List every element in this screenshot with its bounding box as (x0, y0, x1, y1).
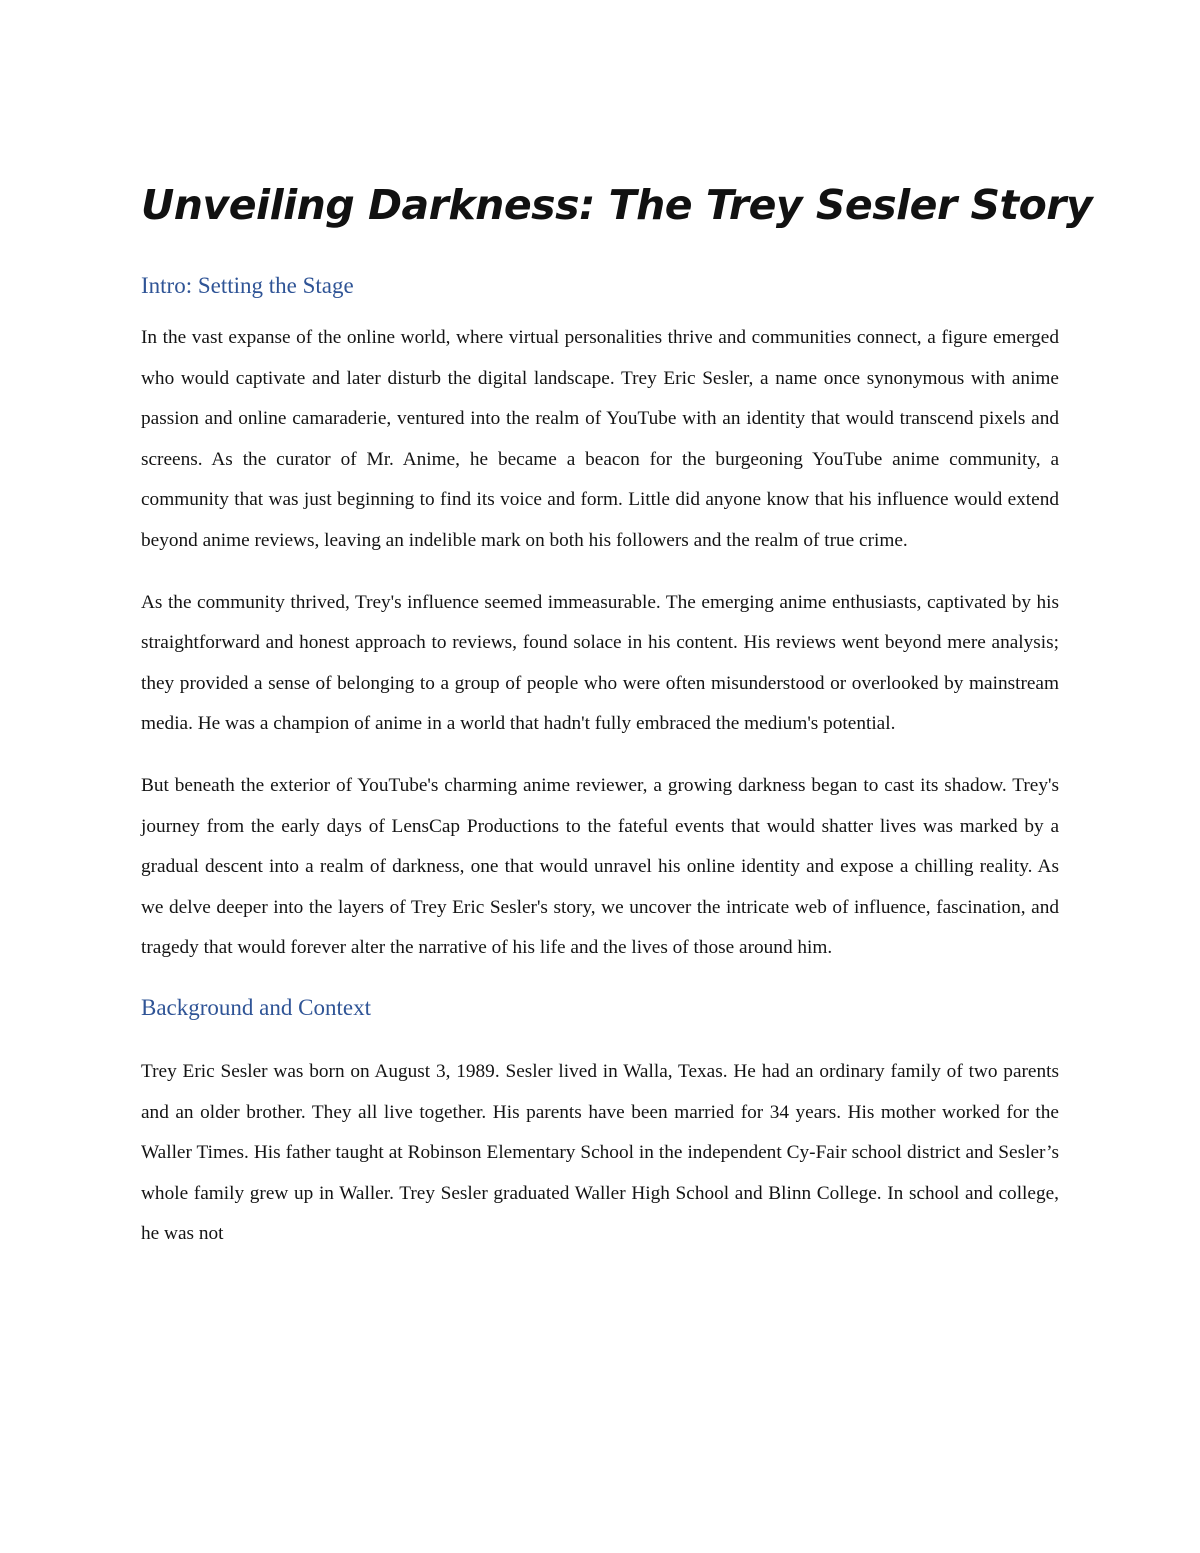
document-body (141, 172, 1093, 1276)
intro-paragraph-3: But beneath the exterior of YouTube's charming anime reviewer, a growing darkness began to cast its shadow. Trey's journey from the early days of LensCap Productions to the fateful events that would shatter lives was marked by a gradual descent into a realm of darkness, one that would unravel his online identity and expose a chilling reality. As we delve deeper into the layers of Trey Eric Sesler's story, we uncover the intricate web of influence, fascination, and tragedy that would forever alter the narrative of his life and the lives of those around him. (141, 774, 1059, 959)
section-heading-intro: Intro: Setting the Stage (141, 273, 354, 298)
section-heading-background: Background and Context (141, 994, 371, 1020)
background-paragraph-1: Trey Eric Sesler was born on August 3, 1989. Sesler lived in Walla, Texas. He had an ordinary family of two parents and an older brother. They all live together. His parents have been married for 34 years. His mother worked for the Waller Times. His father taught at Robinson Elementary School in the independent Cy-Fair school district and Sesler’s whole family grew up in Waller. Trey Sesler graduated Waller High School and Blinn College. In school and college, he was not (141, 1060, 1059, 1245)
document-title: Unveiling Darkness: The Trey Sesler Story (141, 181, 1093, 229)
intro-paragraph-2: As the community thrived, Trey's influence seemed immeasurable. The emerging anime enthusiasts, captivated by his straightforward and honest approach to reviews, found solace in his content. His reviews went beyond mere analysis; they provided a sense of belonging to a group of people who were often misunderstood or overlooked by mainstream media. He was a champion of anime in a world that hadn't fully embraced the medium's potential. (141, 591, 1059, 735)
intro-paragraph-1: In the vast expanse of the online world, where virtual personalities thrive and communities connect, a figure emerged who would captivate and later disturb the digital landscape. Trey Eric Sesler, a name once synonymous with anime passion and online camaraderie, ventured into the realm of YouTube with an identity that would transcend pixels and screens. As the curator of Mr. Anime, he became a beacon for the burgeoning YouTube anime community, a community that was just beginning to find its voice and form. Little did anyone know that his influence would extend beyond anime reviews, leaving an indelible mark on both his followers and the realm of true crime. (141, 327, 1059, 551)
